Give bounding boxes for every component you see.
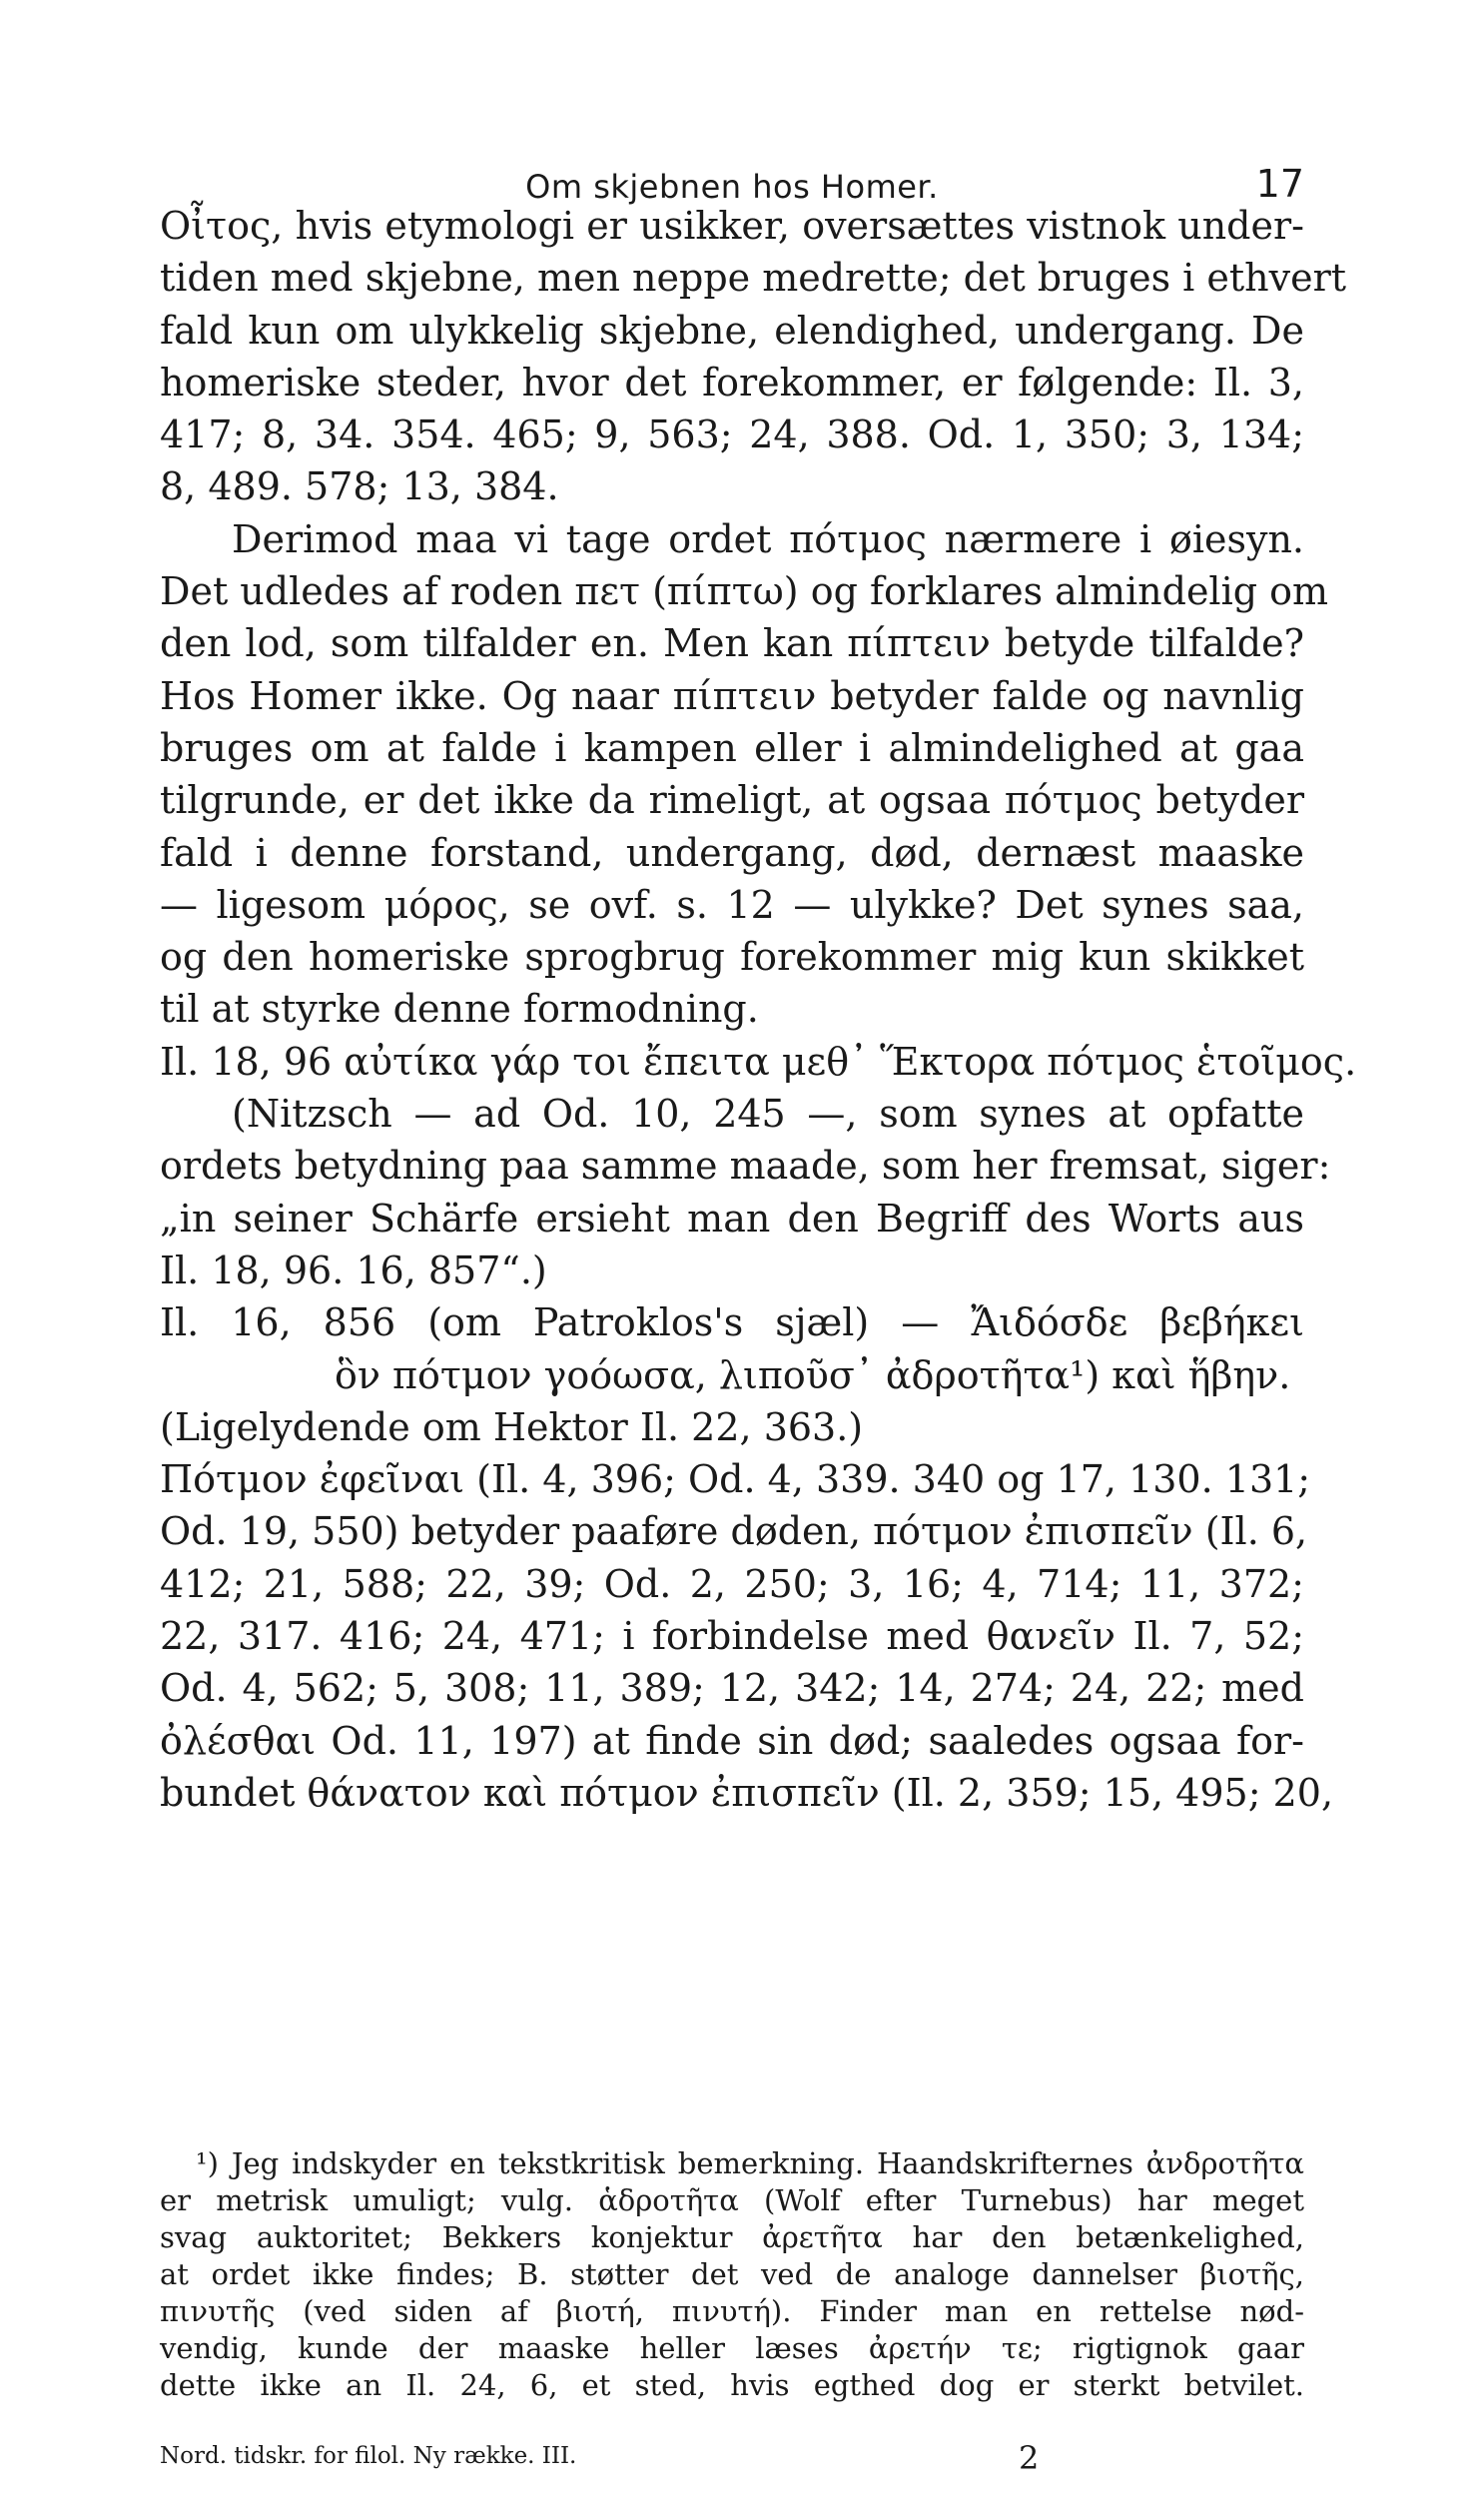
footnote-line: ¹) Jeg indskyder en tekstkritisk bemerkning. Haandskrifternes ἀνδροτῆτα bbox=[196, 2146, 1304, 2180]
body-line: ὀλέσθαι Od. 11, 197) at finde sin død; saaledes ogsaa for- bbox=[160, 1718, 1304, 1763]
body-line: den lod, som tilfalder en. Men kan πίπτειν betyde tilfalde? bbox=[160, 621, 1304, 666]
body-line: bruges om at falde i kampen eller i almindelighed at gaa bbox=[160, 725, 1304, 770]
footnote-line: dette ikke an Il. 24, 6, et sted, hvis egthed dog er sterkt betvilet. bbox=[160, 2368, 1304, 2402]
body-line: 417; 8, 34. 354. 465; 9, 563; 24, 388. Od. 1, 350; 3, 134; bbox=[160, 413, 1304, 457]
body-line: Od. 19, 550) betyder paaføre døden, πότμον ἐπισπεῖν (Il. 6, bbox=[160, 1509, 1308, 1554]
body-text bbox=[160, 200, 1357, 1819]
body-line: Il. 18, 96 αὐτίκα γάρ τοι ἔπειτα μεθ᾽ Ἕκτορα πότμος ἑτοῖμος. bbox=[160, 1039, 1357, 1084]
body-line: 22, 317. 416; 24, 471; i forbindelse med θανεῖν Il. 7, 52; bbox=[160, 1614, 1304, 1659]
body-line: „in seiner Schärfe ersieht man den Begriff des Worts aus bbox=[160, 1196, 1304, 1241]
body-line: bundet θάνατον καὶ πότμον ἐπισπεῖν (Il. 2, 359; 15, 495; 20, bbox=[160, 1770, 1334, 1815]
body-line: (Ligelydende om Hektor Il. 22, 363.) bbox=[160, 1404, 864, 1449]
running-title: Om skjebnen hos Homer. bbox=[525, 168, 939, 206]
body-line: ordets betydning paa samme maade, som her fremsat, siger: bbox=[160, 1144, 1331, 1189]
body-line: Derimod maa vi tage ordet πότμος nærmere i øiesyn. bbox=[232, 516, 1304, 561]
footnote-line: vendig, kunde der maaske heller læses ἀρετήν τε; rigtignok gaar bbox=[160, 2331, 1304, 2365]
footnote-line: at ordet ikke findes; B. støtter det ved de analoge dannelser βιοτῆς, bbox=[160, 2257, 1304, 2291]
body-line: fald i denne forstand, undergang, død, dernæst maaske bbox=[160, 830, 1304, 875]
body-line: Πότμον ἐφεῖναι (Il. 4, 396; Od. 4, 339. 340 og 17, 130. 131; bbox=[160, 1457, 1311, 1502]
body-line: homeriske steder, hvor det forekommer, er følgende: Il. 3, bbox=[160, 360, 1304, 405]
page-number: 17 bbox=[1255, 162, 1304, 206]
body-line: Οἶτος, hvis etymologi er usikker, oversættes vistnok under- bbox=[160, 204, 1304, 248]
body-line: Od. 4, 562; 5, 308; 11, 389; 12, 342; 14, 274; 24, 22; med bbox=[160, 1666, 1304, 1711]
sheet-mark: 2 bbox=[1019, 2439, 1040, 2477]
body-line: Hos Homer ikke. Og naar πίπτειν betyder falde og navnlig bbox=[160, 673, 1304, 718]
page-footer bbox=[160, 2439, 1304, 2483]
body-line: Il. 18, 96. 16, 857“.) bbox=[160, 1248, 547, 1292]
footnotes bbox=[160, 2145, 1304, 2404]
body-line: Il. 16, 856 (om Patroklos's sjæl) — Ἄιδόσδε βεβήκει bbox=[160, 1300, 1304, 1345]
body-line: Det udledes af roden πετ (πίπτω) og forklares almindelig om bbox=[160, 569, 1329, 614]
body-line: 8, 489. 578; 13, 384. bbox=[160, 464, 559, 509]
footnote-line: πινυτῆς (ved siden af βιοτή, πινυτή). Finder man en rettelse nød- bbox=[160, 2294, 1304, 2328]
footnote-line: svag auktoritet; Bekkers konjektur ἀρετῆτα har den betænkelighed, bbox=[160, 2220, 1304, 2254]
body-line: ὃν πότμον γοόωσα, λιποῦσ᾽ ἀδροτῆτα¹) καὶ ἥβην. bbox=[335, 1352, 1291, 1397]
body-line: tilgrunde, er det ikke da rimeligt, at ogsaa πότμος betyder bbox=[160, 778, 1304, 823]
footnote-line: er metrisk umuligt; vulg. ἁδροτῆτα (Wolf efter Turnebus) har meget bbox=[160, 2183, 1304, 2217]
signature-line: Nord. tidskr. for filol. Ny række. III. bbox=[160, 2443, 577, 2469]
body-line: — ligesom μόρος, se ovf. s. 12 — ulykke? Det synes saa, bbox=[160, 882, 1304, 927]
body-line: (Nitzsch — ad Od. 10, 245 —, som synes at opfatte bbox=[232, 1092, 1304, 1137]
body-line: til at styrke denne formodning. bbox=[160, 987, 759, 1032]
body-line: 412; 21, 588; 22, 39; Od. 2, 250; 3, 16; 4, 714; 11, 372; bbox=[160, 1561, 1304, 1606]
body-line: fald kun om ulykkelig skjebne, elendighed, undergang. De bbox=[160, 308, 1304, 353]
body-line: og den homeriske sprogbrug forekommer mig kun skikket bbox=[160, 935, 1304, 980]
body-line: tiden med skjebne, men neppe medrette; det bruges i ethvert bbox=[160, 256, 1347, 301]
